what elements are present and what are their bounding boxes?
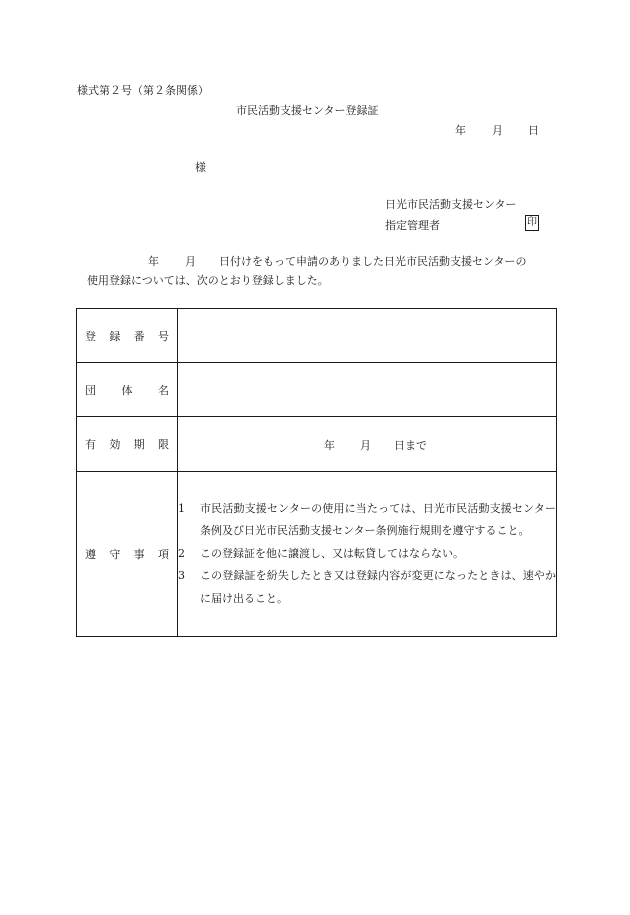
validity-suffix: 日まで [394,439,427,452]
group-name-value [178,363,557,417]
intro-month: 月 [185,255,196,268]
rule-item [178,543,556,566]
form-number: 様式第２号（第２条関係） [77,84,209,97]
intro-line2: 使用登録については、次のとおり登録しました。 [87,274,329,287]
registration-table [76,308,557,637]
group-name-label-text: 団体名 [85,383,169,397]
registration-number-label-text: 登録番号 [85,329,169,343]
rules-label-text: 遵守事項 [85,548,169,561]
rule-text: この登録証を紛失したとき又は登録内容が変更になったときは、速やかに届け出ること。 [200,569,556,605]
rules-label [77,472,178,637]
rule-number: 2 [178,546,185,560]
validity-month: 月 [360,439,371,452]
rule-number: 3 [178,569,185,583]
rule-text: 市民活動支援センターの使用に当たっては、日光市民活動支援センター条例及び日光市民活動支援センター条例施行規則を遵守すること。 [200,501,556,538]
addressee-honorific: 様 [195,161,206,174]
issue-date-day: 日 [528,124,539,137]
rule-number: 1 [178,501,185,515]
table-row-validity [77,417,557,472]
rule-text: この登録証を他に譲渡し、又は転貸してはならない。 [200,546,464,560]
issuer-name: 日光市民活動支援センター [385,198,517,211]
intro-line1: 日付けをもって申請のありました日光市民活動支援センターの [219,255,527,268]
issuer-role: 指定管理者 [385,219,440,232]
issue-date-year: 年 [455,124,466,137]
validity-label [77,417,178,472]
seal-mark: 印 [525,215,539,231]
rules-list [178,472,557,637]
validity-value [178,417,557,472]
registration-number-label [77,309,178,363]
validity-label-text: 有効期限 [85,438,169,451]
validity-year: 年 [324,439,335,452]
rule-item [178,498,556,543]
group-name-label [77,363,178,417]
registration-number-value [178,309,557,363]
rule-item [178,565,556,610]
intro-year: 年 [148,255,159,268]
table-row-registration-number [77,309,557,363]
issue-date-month: 月 [492,124,503,137]
table-row-rules [77,472,557,637]
document-title: 市民活動支援センター登録証 [236,104,379,117]
table-row-group-name [77,363,557,417]
